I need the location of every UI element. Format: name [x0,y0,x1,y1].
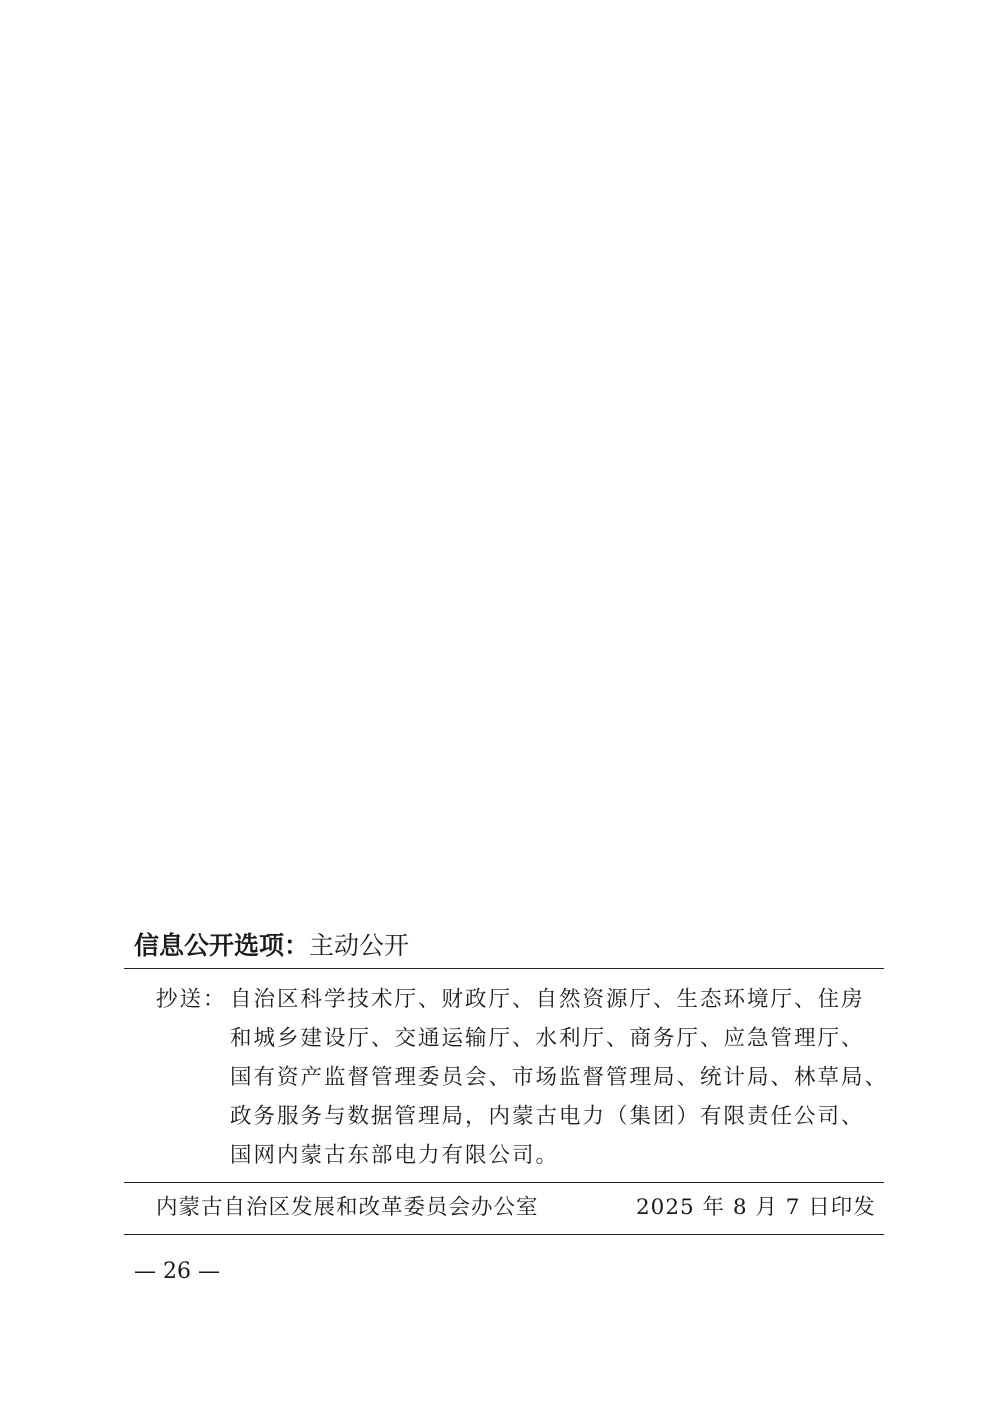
divider-top [124,968,884,969]
issue-date: 2025 年 8 月 7 日印发 [636,1195,876,1220]
cc-line: 国有资产监督管理委员会、市场监督管理局、统计局、林草局、 [230,1065,889,1090]
cc-recipients [230,980,890,1175]
disclosure-label: 信息公开选项： [134,931,310,960]
issuing-office: 内蒙古自治区发展和改革委员会办公室 [156,1195,539,1220]
page-number: — 26 — [134,1259,220,1284]
divider-middle [124,1182,884,1183]
cc-line: 国网内蒙古东部电力有限公司。 [230,1143,560,1168]
disclosure-value: 主动公开 [309,931,410,960]
cc-line: 和城乡建设厅、交通运输厅、水利厅、商务厅、应急管理厅、 [230,1026,865,1051]
cc-line: 自治区科学技术厅、财政厅、自然资源厅、生态环境厅、住房 [230,987,865,1012]
divider-bottom [124,1234,884,1235]
disclosure-option [134,928,409,964]
cc-label: 抄送： [156,987,227,1012]
cc-line: 政务服务与数据管理局，内蒙古电力（集团）有限责任公司、 [230,1104,865,1129]
